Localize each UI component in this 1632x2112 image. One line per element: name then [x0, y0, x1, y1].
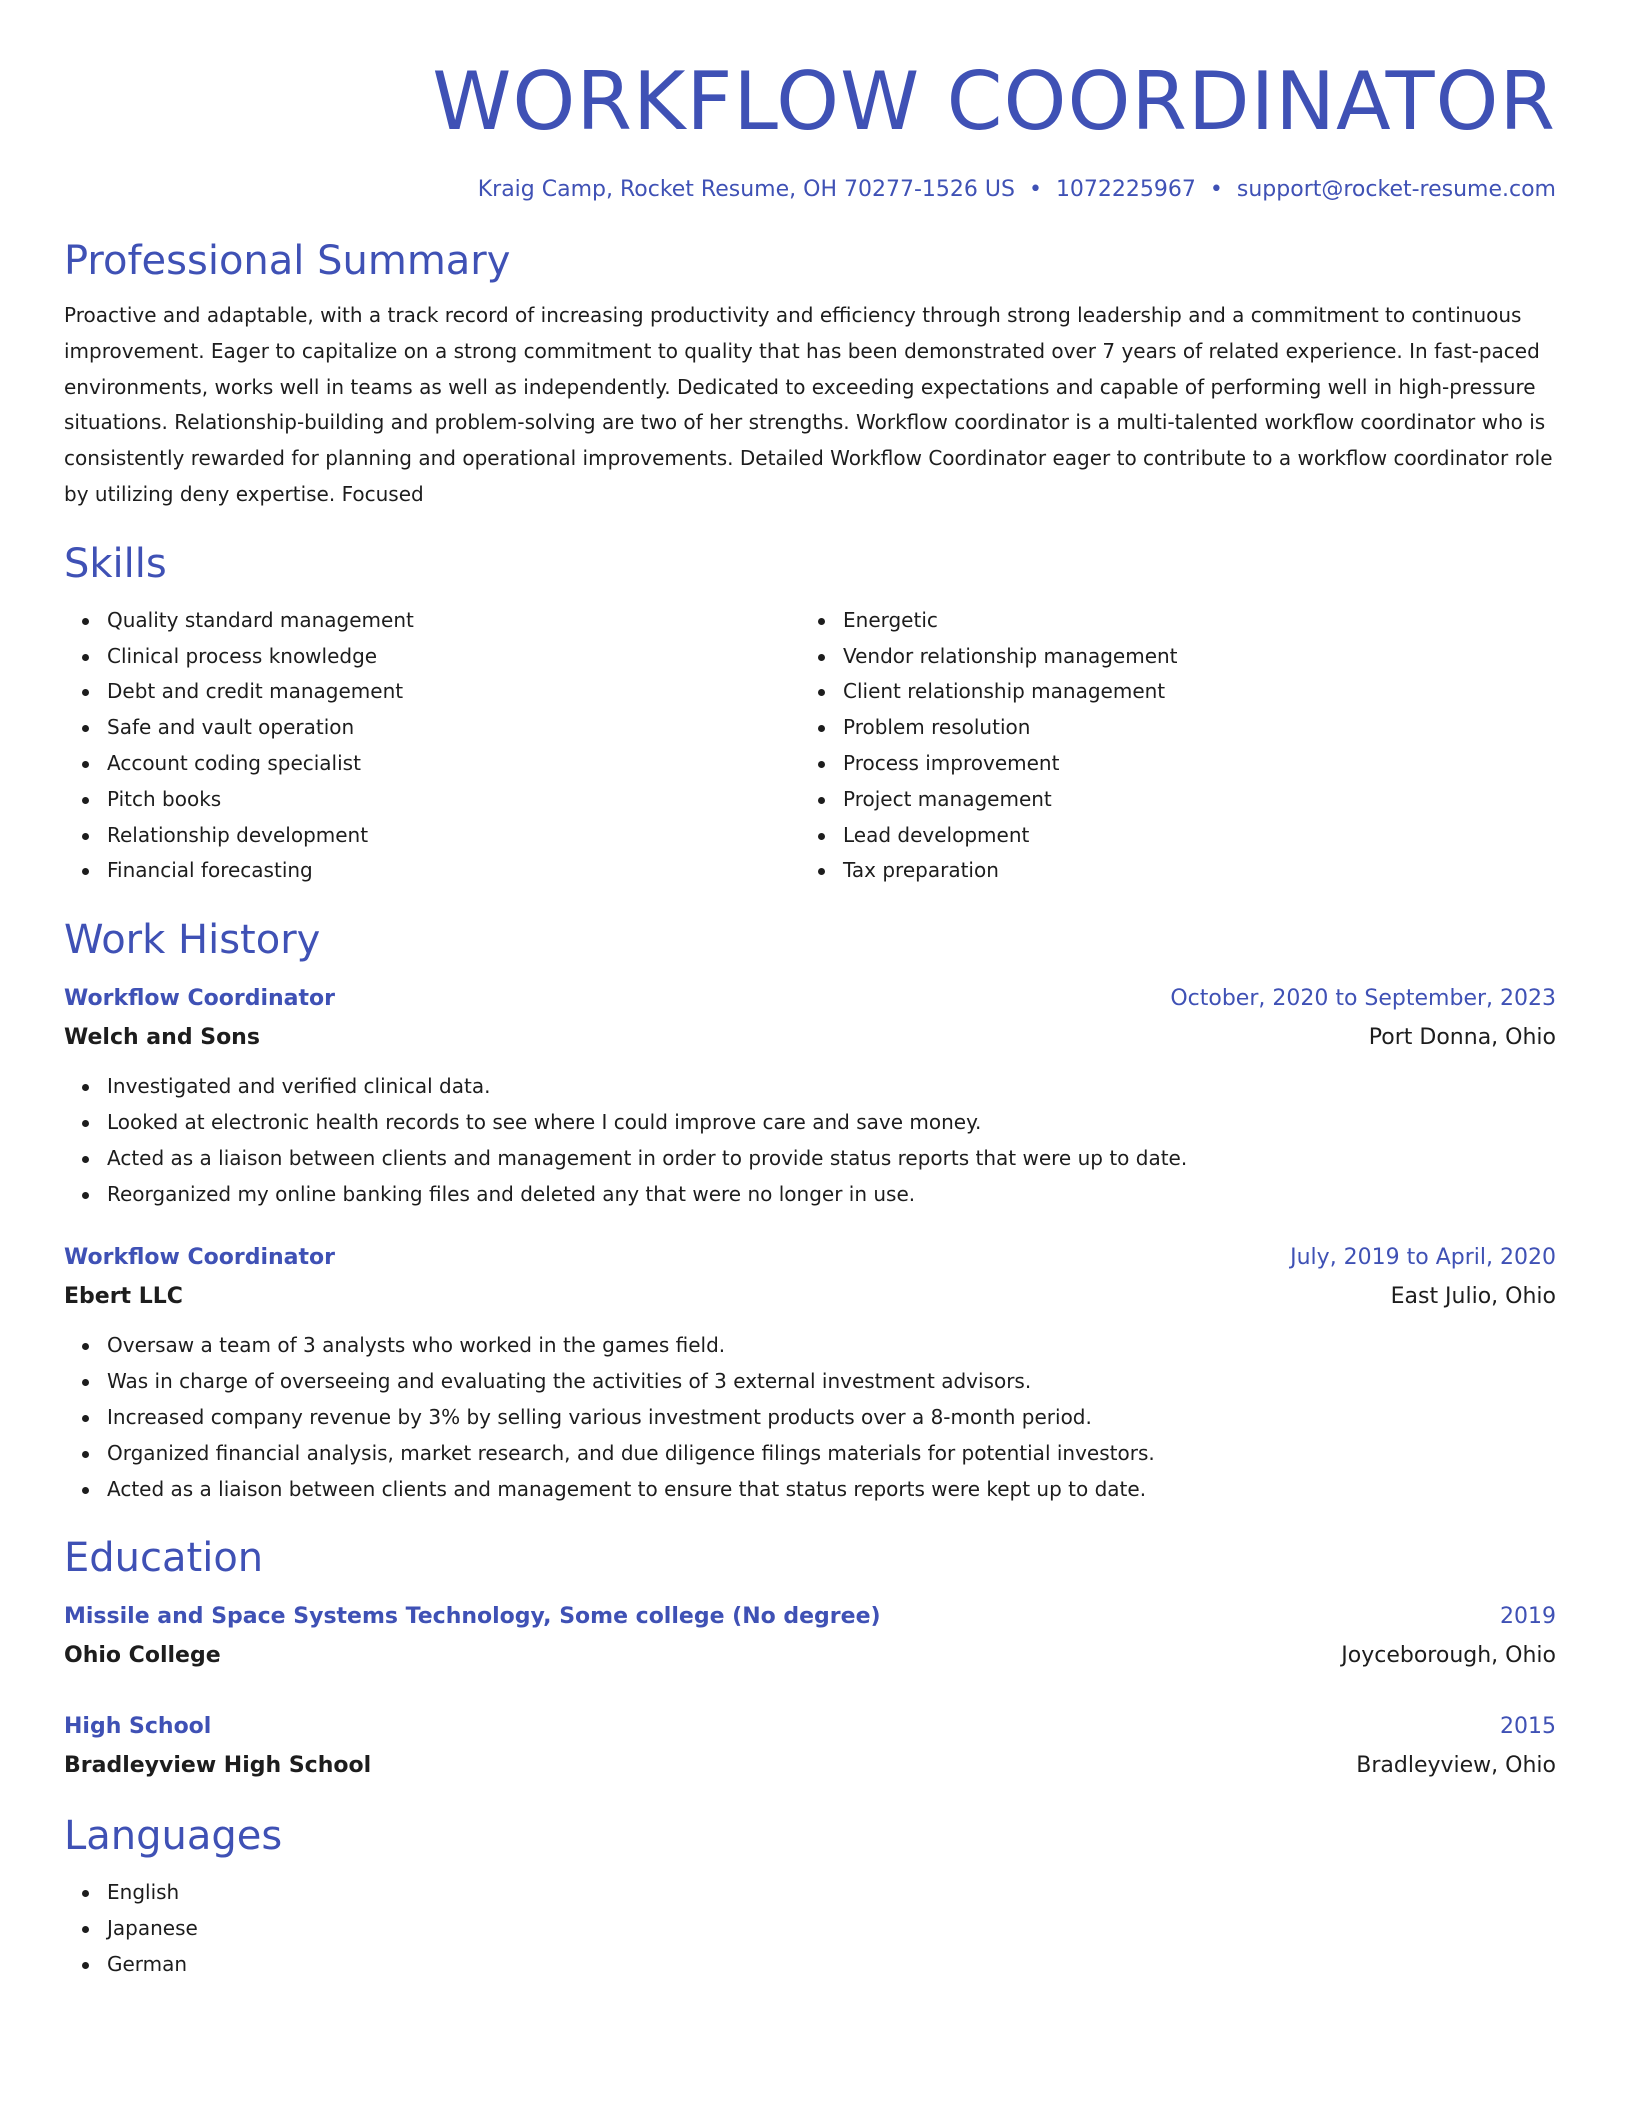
education-year: 2015 [1500, 1714, 1556, 1740]
job-company-row [64, 1019, 1556, 1057]
education-location: Joyceborough, Ohio [1341, 1643, 1556, 1669]
contact-phone: 1072225967 [1055, 177, 1196, 202]
language-item: German [107, 1947, 1556, 1983]
resume-page [64, 50, 1556, 1983]
job-bullet: Reorganized my online banking files and deleted any that were no longer in use. [107, 1177, 1556, 1213]
education-header-row [64, 1707, 1556, 1747]
skills-list [64, 603, 1556, 889]
education-entry [64, 1707, 1556, 1785]
job-dates: July, 2019 to April, 2020 [1290, 1245, 1556, 1271]
job-role: Workflow Coordinator [64, 986, 335, 1012]
education-degree: Missile and Space Systems Technology, Some college (No degree) [64, 1604, 881, 1630]
job-dates: October, 2020 to September, 2023 [1170, 986, 1556, 1012]
education-degree: High School [64, 1714, 212, 1740]
job-bullet: Acted as a liaison between clients and management in order to provide status reports that were up to date. [107, 1141, 1556, 1177]
skill-item: Tax preparation [843, 853, 1536, 889]
skill-item: Pitch books [107, 782, 800, 818]
skill-item: Relationship development [107, 818, 800, 854]
education-location: Bradleyview, Ohio [1356, 1753, 1556, 1779]
skill-item: Client relationship management [843, 674, 1536, 710]
job-location: East Julio, Ohio [1390, 1284, 1556, 1310]
skill-item: Lead development [843, 818, 1536, 854]
contact-separator: • [1209, 177, 1223, 202]
candidate-title: WORKFLOW COORDINATOR [432, 55, 1556, 148]
job-location: Port Donna, Ohio [1368, 1025, 1556, 1051]
job-bullets [64, 1069, 1556, 1212]
education-school-row [64, 1747, 1556, 1785]
education-school: Ohio College [64, 1643, 221, 1669]
skill-item: Account coding specialist [107, 746, 800, 782]
job-bullet: Oversaw a team of 3 analysts who worked in the games field. [107, 1328, 1556, 1364]
skill-item: Project management [843, 782, 1536, 818]
skill-item: Clinical process knowledge [107, 639, 800, 675]
skill-item: Financial forecasting [107, 853, 800, 889]
contact-address: Kraig Camp, Rocket Resume, OH 70277-1526 US [477, 177, 1015, 202]
languages-list [64, 1875, 1556, 1982]
job-header-row [64, 1238, 1556, 1278]
section-title-languages: Languages [64, 1813, 283, 1860]
job-bullet: Acted as a liaison between clients and management to ensure that status reports were kept up to date. [107, 1472, 1556, 1508]
job-bullet: Was in charge of overseeing and evaluating the activities of 3 external investment advisors. [107, 1364, 1556, 1400]
skill-item: Energetic [843, 603, 1536, 639]
skill-item: Process improvement [843, 746, 1536, 782]
job-bullet: Organized financial analysis, market research, and due diligence filings materials for potential investors. [107, 1436, 1556, 1472]
skill-item: Vendor relationship management [843, 639, 1536, 675]
skill-item: Problem resolution [843, 710, 1536, 746]
skills-column-right [800, 603, 1536, 889]
section-title-education: Education [64, 1535, 264, 1582]
contact-separator: • [1028, 177, 1042, 202]
education-entry [64, 1597, 1556, 1675]
education-school-row [64, 1637, 1556, 1675]
job-company: Welch and Sons [64, 1025, 260, 1051]
education-header-row [64, 1597, 1556, 1637]
job-company-row [64, 1278, 1556, 1316]
job-company: Ebert LLC [64, 1284, 183, 1310]
contact-line [64, 174, 1556, 206]
language-item: Japanese [107, 1911, 1556, 1947]
summary-text: Proactive and adaptable, with a track record of increasing productivity and efficiency through strong leadership and a commitment to continuous improvement. Eager to capitalize on a strong commitment to quality that has been demonstrated over 7 years of related experience. In fast-paced environments, works well in teams as well as independently. Dedicated to exceeding expectations and capable of performing well in high-pressure situations. Relationship-building and problem-solving are two of her strengths. Workflow coordinator is a multi-talented workflow coordinator who is consistently rewarded for planning and operational improvements. Detailed Workflow Coordinator eager to contribute to a workflow coordinator role by utilizing deny expertise. Focused [64, 303, 1553, 506]
job-entry [64, 979, 1556, 1212]
section-title-skills: Skills [64, 540, 167, 587]
education-year: 2019 [1500, 1604, 1556, 1630]
job-entry [64, 1238, 1556, 1507]
contact-email[interactable]: support@rocket-resume.com [1236, 177, 1556, 202]
job-header-row [64, 979, 1556, 1019]
skill-item: Safe and vault operation [107, 710, 800, 746]
section-title-summary: Professional Summary [64, 238, 511, 284]
language-item: English [107, 1875, 1556, 1911]
job-bullet: Increased company revenue by 3% by selling various investment products over a 8-month period. [107, 1400, 1556, 1436]
job-role: Workflow Coordinator [64, 1245, 335, 1271]
job-bullet: Investigated and verified clinical data. [107, 1069, 1556, 1105]
education-school: Bradleyview High School [64, 1753, 372, 1779]
skill-item: Quality standard management [107, 603, 800, 639]
skills-column-left [64, 603, 800, 889]
job-bullet: Looked at electronic health records to see where I could improve care and save money. [107, 1105, 1556, 1141]
job-bullets [64, 1328, 1556, 1507]
section-title-work-history: Work History [64, 917, 321, 964]
skill-item: Debt and credit management [107, 674, 800, 710]
